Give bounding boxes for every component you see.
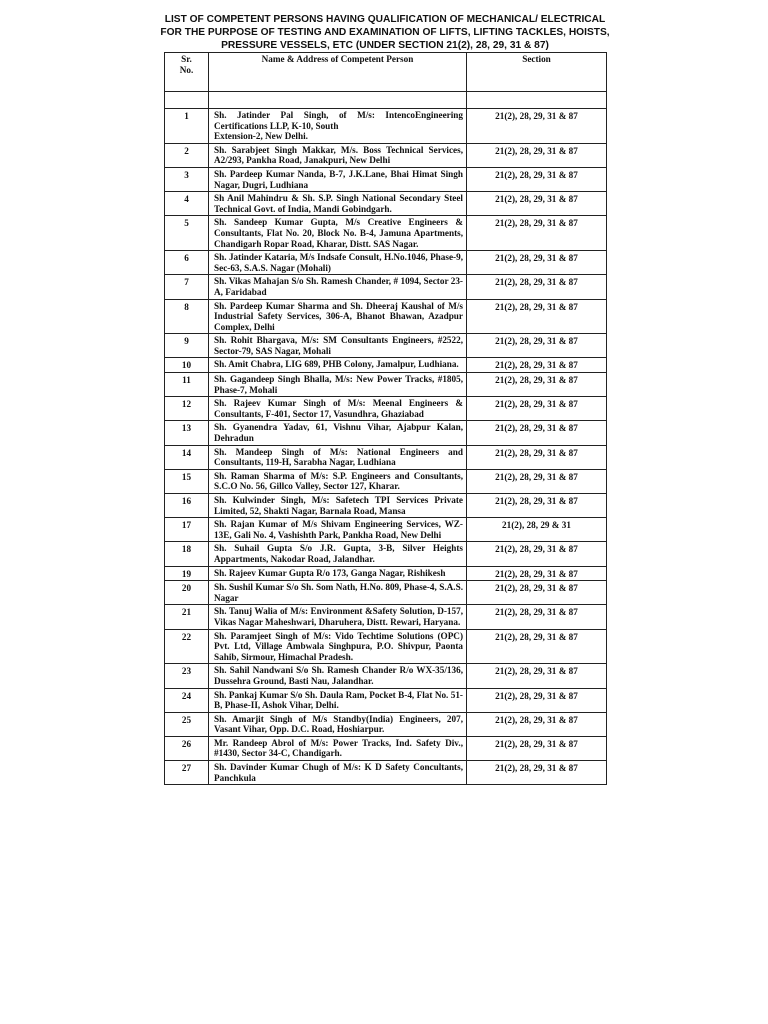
section-cell: 21(2), 28, 29, 31 & 87	[467, 192, 607, 216]
table-row	[165, 397, 607, 421]
name-address-cell: Sh. Tanuj Walia of M/s: Environment &Safety Solution, D-157, Vikas Nagar Maheshwari, Dharuhera, Distt. Rewari, Haryana.	[209, 605, 467, 629]
sr-cell: 26	[165, 736, 209, 760]
sr-cell: 12	[165, 397, 209, 421]
sr-cell: 23	[165, 664, 209, 688]
sr-cell: 24	[165, 688, 209, 712]
table-row	[165, 518, 607, 542]
name-address-cell: Sh. Sahil Nandwani S/o Sh. Ramesh Chander R/o WX-35/136, Dussehra Ground, Basti Nau, Jalandhar.	[209, 664, 467, 688]
table-row	[165, 373, 607, 397]
name-address-cell: Sh. Gyanendra Yadav, 61, Vishnu Vihar, Ajabpur Kalan, Dehradun	[209, 421, 467, 445]
sr-cell: 13	[165, 421, 209, 445]
title-line-2: FOR THE PURPOSE OF TESTING AND EXAMINATION OF LIFTS, LIFTING TACKLES, HOISTS,	[160, 27, 610, 38]
sr-cell: 25	[165, 712, 209, 736]
section-cell: 21(2), 28, 29, 31 & 87	[467, 445, 607, 469]
sr-cell: 5	[165, 216, 209, 251]
name-address-cell: Sh. Rajeev Kumar Gupta R/o 173, Ganga Nagar, Rishikesh	[209, 566, 467, 581]
name-address-cell: Sh. Rohit Bhargava, M/s: SM Consultants Engineers, #2522, Sector-79, SAS Nagar, Mohali	[209, 334, 467, 358]
sr-cell: 9	[165, 334, 209, 358]
sr-cell: 8	[165, 299, 209, 334]
section-cell: 21(2), 28, 29, 31 & 87	[467, 688, 607, 712]
section-cell: 21(2), 28, 29, 31 & 87	[467, 216, 607, 251]
section-cell: 21(2), 28, 29, 31 & 87	[467, 581, 607, 605]
table-row	[165, 712, 607, 736]
table-row	[165, 358, 607, 373]
table-row	[165, 109, 607, 144]
section-cell: 21(2), 28, 29, 31 & 87	[467, 736, 607, 760]
table-row	[165, 334, 607, 358]
sr-cell: 22	[165, 629, 209, 664]
name-address-cell: Sh. Vikas Mahajan S/o Sh. Ramesh Chander, # 1094, Sector 23-A, Faridabad	[209, 275, 467, 299]
sr-cell: 3	[165, 167, 209, 191]
section-cell: 21(2), 28, 29, 31 & 87	[467, 712, 607, 736]
name-address-cell: Sh. Raman Sharma of M/s: S.P. Engineers and Consultants, S.C.O No. 56, Gillco Valley, Sector 127, Kharar.	[209, 469, 467, 493]
table-row	[165, 421, 607, 445]
name-address-cell: Sh. Amit Chabra, LIG 689, PHB Colony, Jamalpur, Ludhiana.	[209, 358, 467, 373]
section-cell: 21(2), 28, 29, 31 & 87	[467, 109, 607, 144]
section-cell: 21(2), 28, 29, 31 & 87	[467, 358, 607, 373]
table-row	[165, 736, 607, 760]
name-address-cell: Sh. Pardeep Kumar Sharma and Sh. Dheeraj Kaushal of M/s Industrial Safety Services, 306-A, Bhanot Bhawan, Azadpur Complex, Delhi	[209, 299, 467, 334]
sr-cell: 15	[165, 469, 209, 493]
name-address-cell: Sh. Gagandeep Singh Bhalla, M/s: New Power Tracks, #1805, Phase-7, Mohali	[209, 373, 467, 397]
sr-cell: 21	[165, 605, 209, 629]
name-address-cell: Sh. Sandeep Kumar Gupta, M/s Creative Engineers & Consultants, Flat No. 20, Block No. B-4, Jamuna Apartments, Chandigarh Ropar Road, Kharar, Distt. SAS Nagar.	[209, 216, 467, 251]
sr-cell: 2	[165, 143, 209, 167]
name-address-cell: Sh. Pankaj Kumar S/o Sh. Daula Ram, Pocket B-4, Flat No. 51-B, Phase-II, Ashok Vihar, Delhi.	[209, 688, 467, 712]
name-address-cell: Mr. Randeep Abrol of M/s: Power Tracks, Ind. Safety Div., #1430, Sector 34-C, Chandigarh.	[209, 736, 467, 760]
table-row	[165, 605, 607, 629]
table-row	[165, 216, 607, 251]
section-cell: 21(2), 28, 29 & 31	[467, 518, 607, 542]
section-cell: 21(2), 28, 29, 31 & 87	[467, 421, 607, 445]
section-cell: 21(2), 28, 29, 31 & 87	[467, 469, 607, 493]
section-cell: 21(2), 28, 29, 31 & 87	[467, 761, 607, 785]
header-section: Section	[467, 53, 607, 92]
name-address-cell: Sh. Amarjit Singh of M/s Standby(India) Engineers, 207, Vasant Vihar, Opp. D.C. Road, Hoshiarpur.	[209, 712, 467, 736]
section-cell: 21(2), 28, 29, 31 & 87	[467, 494, 607, 518]
section-cell: 21(2), 28, 29, 31 & 87	[467, 299, 607, 334]
section-cell: 21(2), 28, 29, 31 & 87	[467, 664, 607, 688]
name-address-cell: Sh. Mandeep Singh of M/s: National Engineers and Consultants, 119-H, Sarabha Nagar, Ludhiana	[209, 445, 467, 469]
section-cell: 21(2), 28, 29, 31 & 87	[467, 251, 607, 275]
table-row	[165, 445, 607, 469]
name-address-cell: Sh. Rajeev Kumar Singh of M/s: Meenal Engineers & Consultants, F-401, Sector 17, Vasundhra, Ghaziabad	[209, 397, 467, 421]
sr-cell: 7	[165, 275, 209, 299]
table-row	[165, 469, 607, 493]
sr-cell: 1	[165, 109, 209, 144]
name-address-cell: Sh. Pardeep Kumar Nanda, B-7, J.K.Lane, Bhai Himat Singh Nagar, Dugri, Ludhiana	[209, 167, 467, 191]
sr-cell: 17	[165, 518, 209, 542]
name-address-cell: Sh Anil Mahindru & Sh. S.P. Singh National Secondary Steel Technical Govt. of India, Mandi Gobindgarh.	[209, 192, 467, 216]
section-cell: 21(2), 28, 29, 31 & 87	[467, 397, 607, 421]
sr-cell: 14	[165, 445, 209, 469]
sr-cell: 27	[165, 761, 209, 785]
table-row	[165, 629, 607, 664]
section-cell: 21(2), 28, 29, 31 & 87	[467, 566, 607, 581]
table-row	[165, 761, 607, 785]
table-row	[165, 494, 607, 518]
section-cell: 21(2), 28, 29, 31 & 87	[467, 605, 607, 629]
competent-persons-table	[164, 52, 607, 785]
name-address-cell: Sh. Sarabjeet Singh Makkar, M/s. Boss Technical Services, A2/293, Pankha Road, Janakpuri, New Delhi	[209, 143, 467, 167]
table-row	[165, 143, 607, 167]
sr-cell: 11	[165, 373, 209, 397]
section-cell: 21(2), 28, 29, 31 & 87	[467, 334, 607, 358]
spacer-row	[165, 92, 607, 109]
sr-cell: 16	[165, 494, 209, 518]
section-cell: 21(2), 28, 29, 31 & 87	[467, 542, 607, 566]
name-address-cell: Sh. Jatinder Kataria, M/s Indsafe Consult, H.No.1046, Phase-9, Sec-63, S.A.S. Nagar (Mohali)	[209, 251, 467, 275]
name-address-cell: Sh. Suhail Gupta S/o J.R. Gupta, 3-B, Silver Heights Appartments, Nakodar Road, Jalandhar.	[209, 542, 467, 566]
table-row	[165, 664, 607, 688]
section-cell: 21(2), 28, 29, 31 & 87	[467, 629, 607, 664]
section-cell: 21(2), 28, 29, 31 & 87	[467, 167, 607, 191]
sr-cell: 6	[165, 251, 209, 275]
section-cell: 21(2), 28, 29, 31 & 87	[467, 275, 607, 299]
table-row	[165, 251, 607, 275]
header-name-address: Name & Address of Competent Person	[209, 53, 467, 92]
sr-cell: 18	[165, 542, 209, 566]
table-row	[165, 275, 607, 299]
name-address-cell: Sh. Davinder Kumar Chugh of M/s: K D Safety Concultants, Panchkula	[209, 761, 467, 785]
table-row	[165, 688, 607, 712]
sr-cell: 19	[165, 566, 209, 581]
header-sr-no: Sr. No.	[165, 53, 209, 92]
sr-cell: 10	[165, 358, 209, 373]
table-row	[165, 299, 607, 334]
document-title	[150, 13, 620, 52]
title-line-1: LIST OF COMPETENT PERSONS HAVING QUALIFICATION OF MECHANICAL/ ELECTRICAL	[164, 14, 606, 25]
table-body	[165, 92, 607, 785]
sr-cell: 20	[165, 581, 209, 605]
section-cell: 21(2), 28, 29, 31 & 87	[467, 143, 607, 167]
name-address-cell: Sh. Jatinder Pal Singh, of M/s: IntencoEngineering Certifications LLP, K-10, South Extension-2, New Delhi.	[209, 109, 467, 144]
table-row	[165, 566, 607, 581]
section-cell: 21(2), 28, 29, 31 & 87	[467, 373, 607, 397]
table-header-row	[165, 53, 607, 92]
title-line-3: PRESSURE VESSELS, ETC (UNDER SECTION 21(2), 28, 29, 31 & 87)	[221, 40, 549, 51]
table-row	[165, 167, 607, 191]
table-row	[165, 581, 607, 605]
name-address-cell: Sh. Rajan Kumar of M/s Shivam Engineering Services, WZ-13E, Gali No. 4, Vashishth Park, Pankha Road, New Delhi	[209, 518, 467, 542]
name-address-cell: Sh. Kulwinder Singh, M/s: Safetech TPI Services Private Limited, 52, Shakti Nagar, Barnala Road, Mansa	[209, 494, 467, 518]
name-address-cell: Sh. Paramjeet Singh of M/s: Vido Techtime Solutions (OPC) Pvt. Ltd, Village Ambwala Singhpura, P.O. Shivpur, Paonta Sahib, Sirmour, Himachal Pradesh.	[209, 629, 467, 664]
sr-cell: 4	[165, 192, 209, 216]
name-address-cell: Sh. Sushil Kumar S/o Sh. Som Nath, H.No. 809, Phase-4, S.A.S. Nagar	[209, 581, 467, 605]
table-row	[165, 192, 607, 216]
table-row	[165, 542, 607, 566]
